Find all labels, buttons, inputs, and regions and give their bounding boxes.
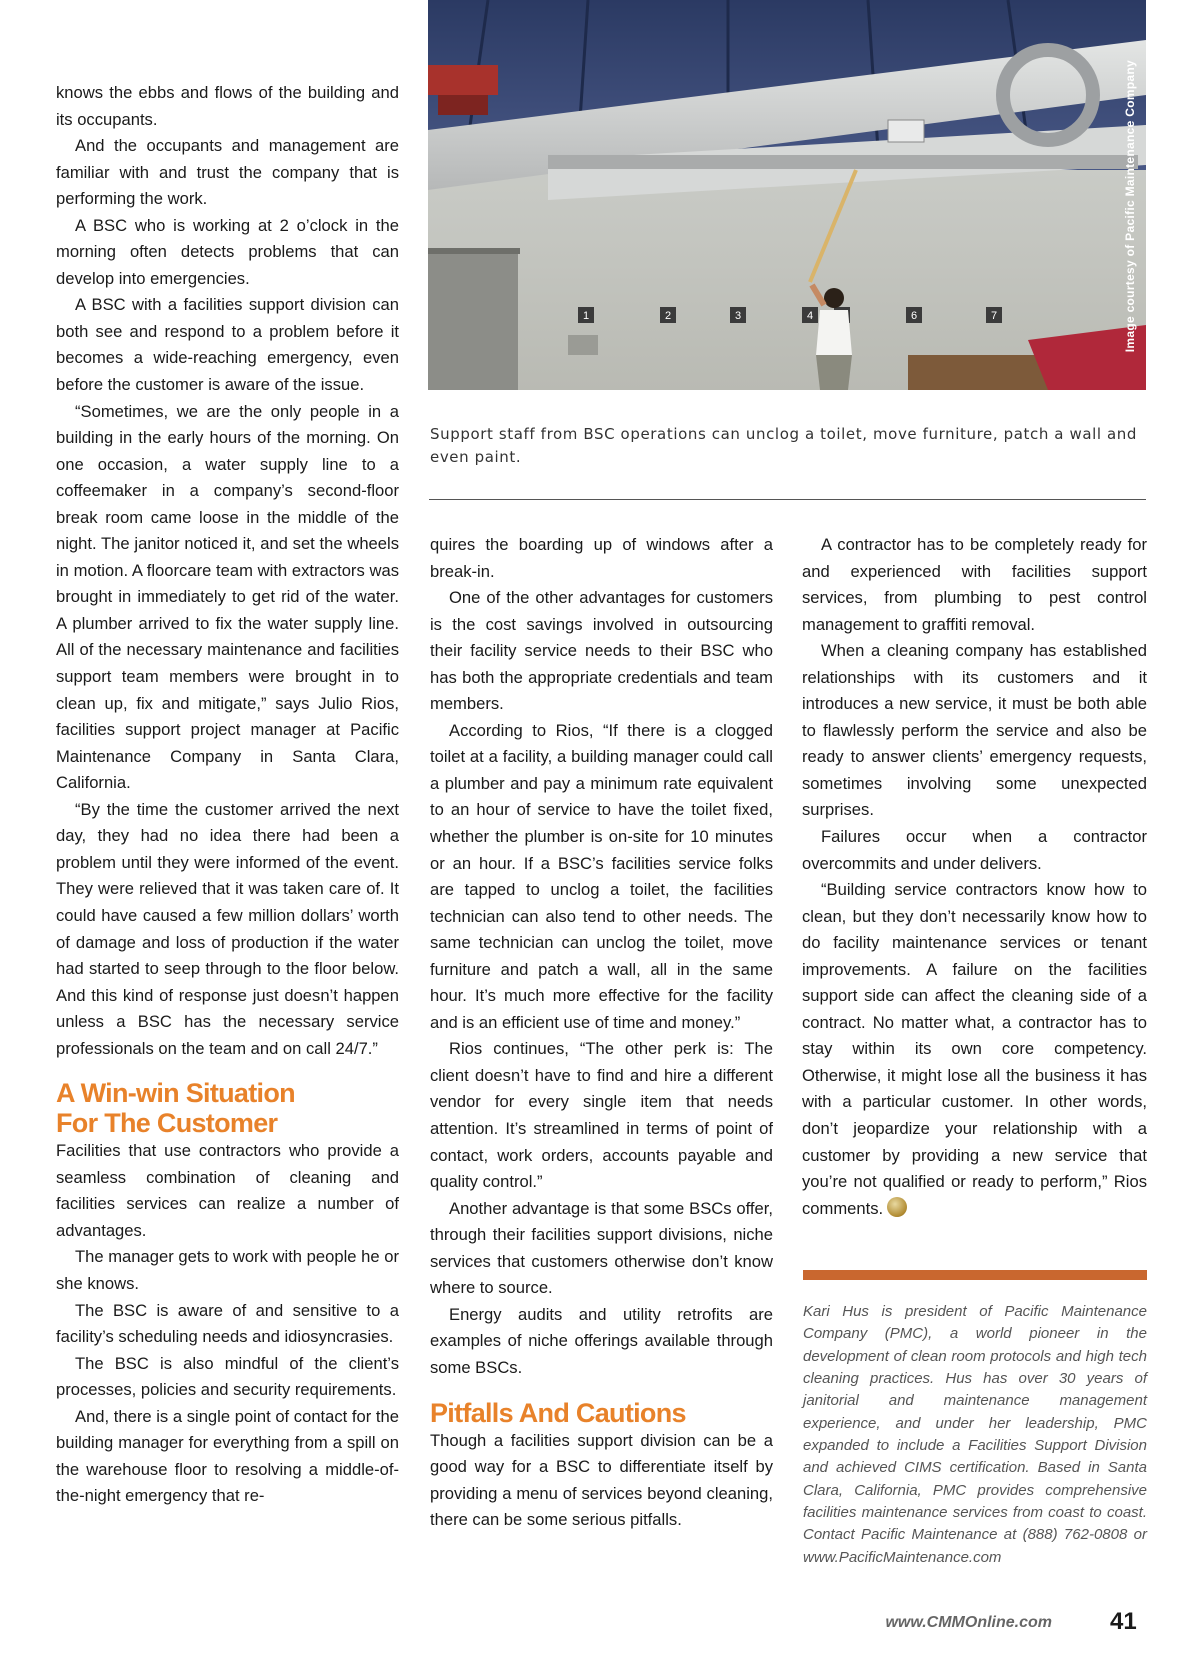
section-heading-win-win [56, 1078, 399, 1138]
caption-divider [429, 499, 1146, 500]
body-paragraph: Another advantage is that some BSCs offer, through their facilities support divisions, niche services that customers otherwise don’t know where to source. [430, 1198, 773, 1298]
warehouse-photo-illustration [428, 0, 1146, 390]
body-paragraph [802, 877, 1147, 1222]
bay-number: 2 [664, 310, 672, 322]
body-paragraph-text: “Building service contractors know how to clean, but they don’t necessarily know how to do facility maintenance services or tenant improvements. A failure on the facilities support side can affect the cleaning side of a contract. No matter what, a contractor has to stay within its own core competency. Otherwise, it might lose all the business it has with a particular customer. In other words, don’t jeopardize your relationship with a customer by providing a new service that you’re not qualified or ready to perform,” Rios comments. [802, 880, 1147, 1218]
body-paragraph: “Sometimes, we are the only people in a building in the early hours of the morning. On one occasion, a water supply line to a coffeemaker in a company’s second-floor break room came loose in the middle of the night. The janitor noticed it, and set the wheels in motion. A floorcare team with extractors was brought in immediately to get rid of the water. A plumber arrived to fix the water supply line. All of the necessary maintenance and facilities support team members were brought in to clean up, fix and mitigate,” says Julio Rios, facilities support project manager at Pacific Maintenance Company in Santa Clara, California. [56, 401, 399, 793]
body-paragraph: And the occupants and management are familiar with and trust the company that is performing the work. [56, 136, 399, 209]
body-paragraph: knows the ebbs and flows of the building and its occupants. [56, 83, 399, 129]
body-paragraph: Failures occur when a contractor overcommits and under delivers. [802, 827, 1147, 873]
body-paragraph: “By the time the customer arrived the next day, they had no idea there had been a problem until they were informed of the event. They were relieved that it was taken care of. It could have caused a few million dollars’ worth of damage and loss of production if the water had started to seep through to the floor below. And this kind of response just doesn’t happen unless a BSC has the necessary service professionals on the team and on call 24/7.” [56, 799, 399, 1058]
body-paragraph: A BSC who is working at 2 o’clock in the morning often detects problems that can develop into emergencies. [56, 215, 399, 288]
body-paragraph: Energy audits and utility retrofits are examples of niche offerings available through some BSCs. [430, 1304, 773, 1377]
body-paragraph: Rios continues, “The other perk is: The client doesn’t have to find and hire a different vendor for every single item that needs attention. It’s streamlined in terms of point of contact, work orders, accounts payable and quality control.” [430, 1039, 773, 1192]
photo-credit-text: Image courtesy of Pacific Maintenance Company [1123, 60, 1137, 353]
section-heading-pitfalls: Pitfalls And Cautions [430, 1397, 686, 1428]
bay-number: 7 [990, 310, 998, 322]
photo-credit [1116, 0, 1144, 390]
body-paragraph: And, there is a single point of contact for the building manager for everything from a spill on the warehouse floor to resolving a middle-of-the-night emergency that re- [56, 1406, 399, 1506]
body-paragraph: The manager gets to work with people he or she knows. [56, 1247, 399, 1293]
body-paragraph: Though a facilities support division can be a good way for a BSC to differentiate itself by providing a menu of services beyond cleaning, there can be some serious pitfalls. [430, 1430, 773, 1530]
left-column [56, 80, 399, 1510]
heading-line: For The Customer [56, 1108, 278, 1139]
photo-caption: Support staff from BSC operations can unclog a toilet, move furniture, patch a wall and even paint. [430, 425, 1138, 466]
body-paragraph: When a cleaning company has established relationships with its customers and it introduces a new service, it must be both able to flawlessly perform the service and also be ready to answer clients’ emergency requests, sometimes involving some unexpected surprises. [802, 641, 1147, 820]
right-column [802, 532, 1147, 1222]
page-number: 41 [1110, 1608, 1137, 1635]
body-paragraph: According to Rios, “If there is a clogged toilet at a facility, a building manager could call a plumber and pay a minimum rate equivalent to an hour of service to have the toilet fixed, whether the plumber is on-site for 10 minutes or an hour. If a BSC’s facilities service folks are tapped to unclog a toilet, the facilities technician can also tend to other needs. The same technician can unclog the toilet, move furniture and patch a wall, all in the same hour. It’s much more effective for the facility and is an efficient use of time and money.” [430, 720, 773, 1032]
body-paragraph: A BSC with a facilities support division can both see and respond to a problem before it becomes a wide-reaching emergency, even before the customer is aware of the issue. [56, 295, 399, 395]
article-photo [428, 0, 1146, 390]
bay-number: 1 [582, 310, 590, 322]
cmm-logo-icon [887, 1197, 907, 1217]
bay-number: 3 [734, 310, 742, 322]
body-paragraph: The BSC is aware of and sensitive to a facility’s scheduling needs and idiosyncrasies. [56, 1300, 399, 1347]
bio-divider [803, 1270, 1147, 1280]
footer-url: www.CMMOnline.com [885, 1614, 1052, 1631]
bay-number: 4 [806, 310, 814, 322]
heading-line: A Win-win Situation [56, 1078, 295, 1109]
body-paragraph: One of the other advantages for customers is the cost savings involved in outsourcing their facility service needs to their BSC who has both the appropriate credentials and team members. [430, 588, 773, 714]
body-paragraph: A contractor has to be completely ready for and experienced with facilities support services, from plumbing to pest control management to graffiti removal. [802, 535, 1147, 634]
body-paragraph: Facilities that use contractors who provide a seamless combination of cleaning and facilities services can realize a number of advantages. [56, 1141, 399, 1240]
author-bio: Kari Hus is president of Pacific Maintenance Company (PMC), a world pioneer in the development of clean room protocols and high tech cleaning practices. Hus has over 30 years of janitorial and maintenance management experience, and under her leadership, PMC expanded to include a Facilities Support Division and achieved CIMS certification. Based in Santa Clara, California, PMC provides comprehensive facilities maintenance services from coast to coast. Contact Pacific Maintenance at (888) 762-0808 or www.PacificMaintenance.com [803, 1303, 1147, 1566]
body-paragraph: The BSC is also mindful of the client’s processes, policies and security requirements. [56, 1353, 399, 1400]
body-paragraph: quires the boarding up of windows after a break-in. [430, 535, 773, 581]
bay-number: 6 [910, 310, 918, 322]
middle-column [430, 532, 773, 1534]
